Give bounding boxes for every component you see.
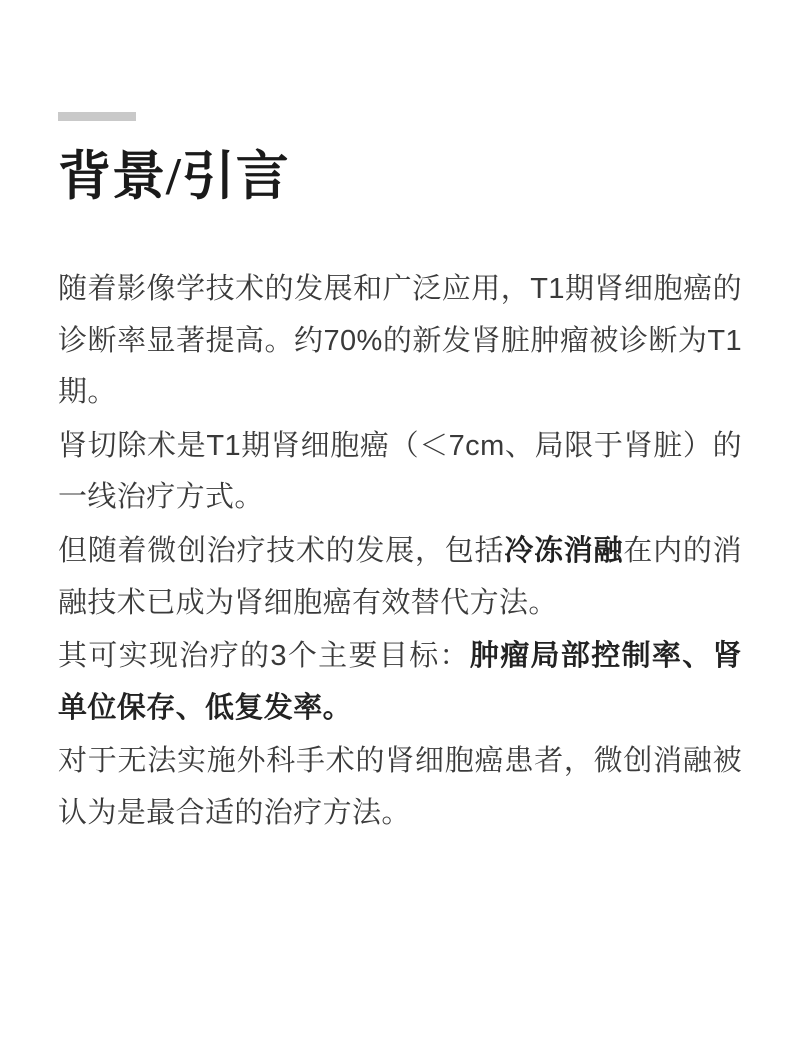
body-text-run: 对于无法实施外科手术的肾细胞癌患者，微创消融被认为是最合适的治疗方法。 xyxy=(58,745,742,830)
body-text-run: 随着影像学技术的发展和广泛应用，T1期肾细胞癌的诊断率显著提高。约70%的新发肾脏肿瘤被诊断为T1期。 xyxy=(58,272,742,409)
page-title: 背景/引言 xyxy=(58,148,290,206)
body-text-run: 肾切除术是T1期肾细胞癌（＜7cm、局限于肾脏）的一线治疗方式。 xyxy=(58,429,742,514)
paragraph xyxy=(58,736,742,839)
document-body xyxy=(58,264,742,840)
emphasis-text: 肿瘤局部控制率、肾单位保存、低复发率。 xyxy=(58,640,742,724)
title-accent-bar xyxy=(58,112,136,121)
paragraph xyxy=(58,264,742,419)
body-text-run: 在内的消融技术已成为肾细胞癌有效替代方法。 xyxy=(58,534,742,619)
paragraph xyxy=(58,526,742,629)
body-text-run: 但随着微创治疗技术的发展，包括 xyxy=(58,534,505,567)
body-text-run: 其可实现治疗的3个主要目标： xyxy=(58,640,470,673)
emphasis-text: 冷冻消融 xyxy=(504,534,624,567)
paragraph xyxy=(58,631,742,734)
paragraph xyxy=(58,421,742,524)
